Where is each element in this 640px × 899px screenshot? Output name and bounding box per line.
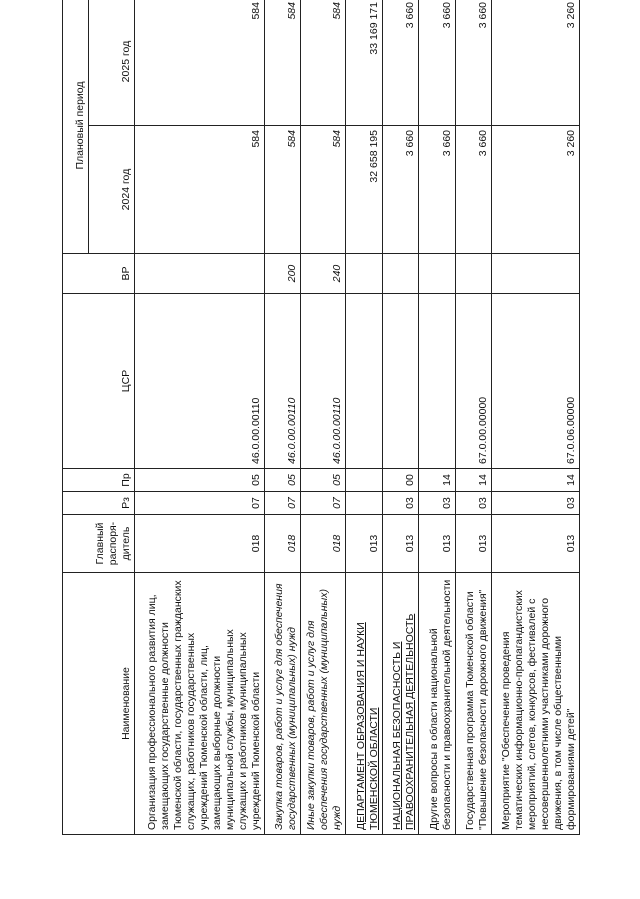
cell-name: Закупка товаров, работ и услуг для обеспечения государственных (муниципальных) нужд (264, 573, 300, 835)
cell-pr: 05 (264, 469, 300, 492)
table-row (492, 0, 580, 835)
cell-vr (135, 254, 265, 294)
cell-csr: 67.0.00.00000 (455, 294, 491, 469)
cell-2024: 3 660 (382, 126, 418, 254)
cell-rz: 07 (264, 492, 300, 515)
cell-name: ДЕПАРТАМЕНТ ОБРАЗОВАНИЯ И НАУКИ ТЮМЕНСКОЙ ОБЛАСТИ (346, 573, 382, 835)
table-row (135, 0, 265, 835)
cell-2025: 3 260 (492, 0, 580, 126)
cell-rz: 03 (419, 492, 455, 515)
header-rz: Рз (63, 492, 135, 515)
cell-rz: 03 (455, 492, 491, 515)
cell-pr: 14 (455, 469, 491, 492)
cell-2024: 3 660 (419, 126, 455, 254)
cell-2025: 3 660 (455, 0, 491, 126)
cell-csr (346, 294, 382, 469)
cell-2025: 584 (264, 0, 300, 126)
table-row (301, 0, 346, 835)
header-manager: Главный распоря-дитель (63, 515, 135, 573)
rotated-page (62, 0, 580, 835)
cell-2024: 584 (301, 126, 346, 254)
cell-2025: 584 (301, 0, 346, 126)
table-header (63, 0, 135, 835)
cell-pr: 05 (135, 469, 265, 492)
header-name: Наименование (63, 573, 135, 835)
cell-2025: 3 660 (419, 0, 455, 126)
table-body (135, 0, 580, 835)
cell-vr (492, 254, 580, 294)
header-planned-period: Плановый период (63, 0, 89, 254)
header-vr: ВР (63, 254, 135, 294)
cell-2025: 584 (135, 0, 265, 126)
cell-2024: 584 (135, 126, 265, 254)
cell-pr (346, 469, 382, 492)
table-row (419, 0, 455, 835)
cell-2024: 3 660 (455, 126, 491, 254)
cell-pr: 00 (382, 469, 418, 492)
cell-manager: 013 (419, 515, 455, 573)
cell-rz: 07 (135, 492, 265, 515)
table-row (346, 0, 382, 835)
cell-vr (382, 254, 418, 294)
header-year-2024: 2024 год (89, 126, 135, 254)
cell-csr: 46.0.00.00110 (135, 294, 265, 469)
cell-rz: 03 (382, 492, 418, 515)
cell-manager: 018 (301, 515, 346, 573)
cell-name: Другие вопросы в области национальной безопасности и правоохранительной деятельности (419, 573, 455, 835)
cell-2025: 33 169 171 (346, 0, 382, 126)
cell-csr (419, 294, 455, 469)
cell-csr (382, 294, 418, 469)
table-row (264, 0, 300, 835)
header-csr: ЦСР (63, 294, 135, 469)
cell-manager: 013 (492, 515, 580, 573)
cell-vr: 200 (264, 254, 300, 294)
cell-vr (419, 254, 455, 294)
cell-manager: 018 (264, 515, 300, 573)
cell-rz (346, 492, 382, 515)
header-year-2025: 2025 год (89, 0, 135, 126)
table-row (455, 0, 491, 835)
cell-manager: 013 (455, 515, 491, 573)
cell-vr (455, 254, 491, 294)
cell-csr: 46.0.00.00110 (264, 294, 300, 469)
cell-vr (346, 254, 382, 294)
cell-2024: 32 658 195 (346, 126, 382, 254)
cell-2024: 3 260 (492, 126, 580, 254)
budget-table (62, 0, 580, 835)
cell-name: Организация профессионального развития лиц, замещающих государственные должности Тюменской области, государственных гражданских служащих, работников государственных учреждений Тюменской области, лиц, замещающих выборные должности муниципальной службы, муниципальных служащих и работников муниципальных учреждений Тюменской области (135, 573, 265, 835)
cell-vr: 240 (301, 254, 346, 294)
cell-rz: 07 (301, 492, 346, 515)
cell-csr: 46.0.00.00110 (301, 294, 346, 469)
cell-name: Иные закупки товаров, работ и услуг для обеспечения государственных (муниципальных) нужд (301, 573, 346, 835)
cell-rz: 03 (492, 492, 580, 515)
cell-name: Государственная программа Тюменской области "Повышение безопасности дорожного движения" (455, 573, 491, 835)
cell-2024: 584 (264, 126, 300, 254)
cell-csr: 67.0.06.00000 (492, 294, 580, 469)
table-row (382, 0, 418, 835)
cell-pr: 05 (301, 469, 346, 492)
cell-manager: 018 (135, 515, 265, 573)
cell-name: Мероприятие "Обеспечение проведения тематических информационно-пропагандистских мероприятий, слетов, конкурсов, фестивалей с несовершеннолетними участниками дорожного движения, в том числе общественными формированиями детей" (492, 573, 580, 835)
cell-2025: 3 660 (382, 0, 418, 126)
cell-manager: 013 (346, 515, 382, 573)
header-pr: Пр (63, 469, 135, 492)
cell-name: НАЦИОНАЛЬНАЯ БЕЗОПАСНОСТЬ И ПРАВООХРАНИТЕЛЬНАЯ ДЕЯТЕЛЬНОСТЬ (382, 573, 418, 835)
cell-pr: 14 (419, 469, 455, 492)
cell-pr: 14 (492, 469, 580, 492)
cell-manager: 013 (382, 515, 418, 573)
